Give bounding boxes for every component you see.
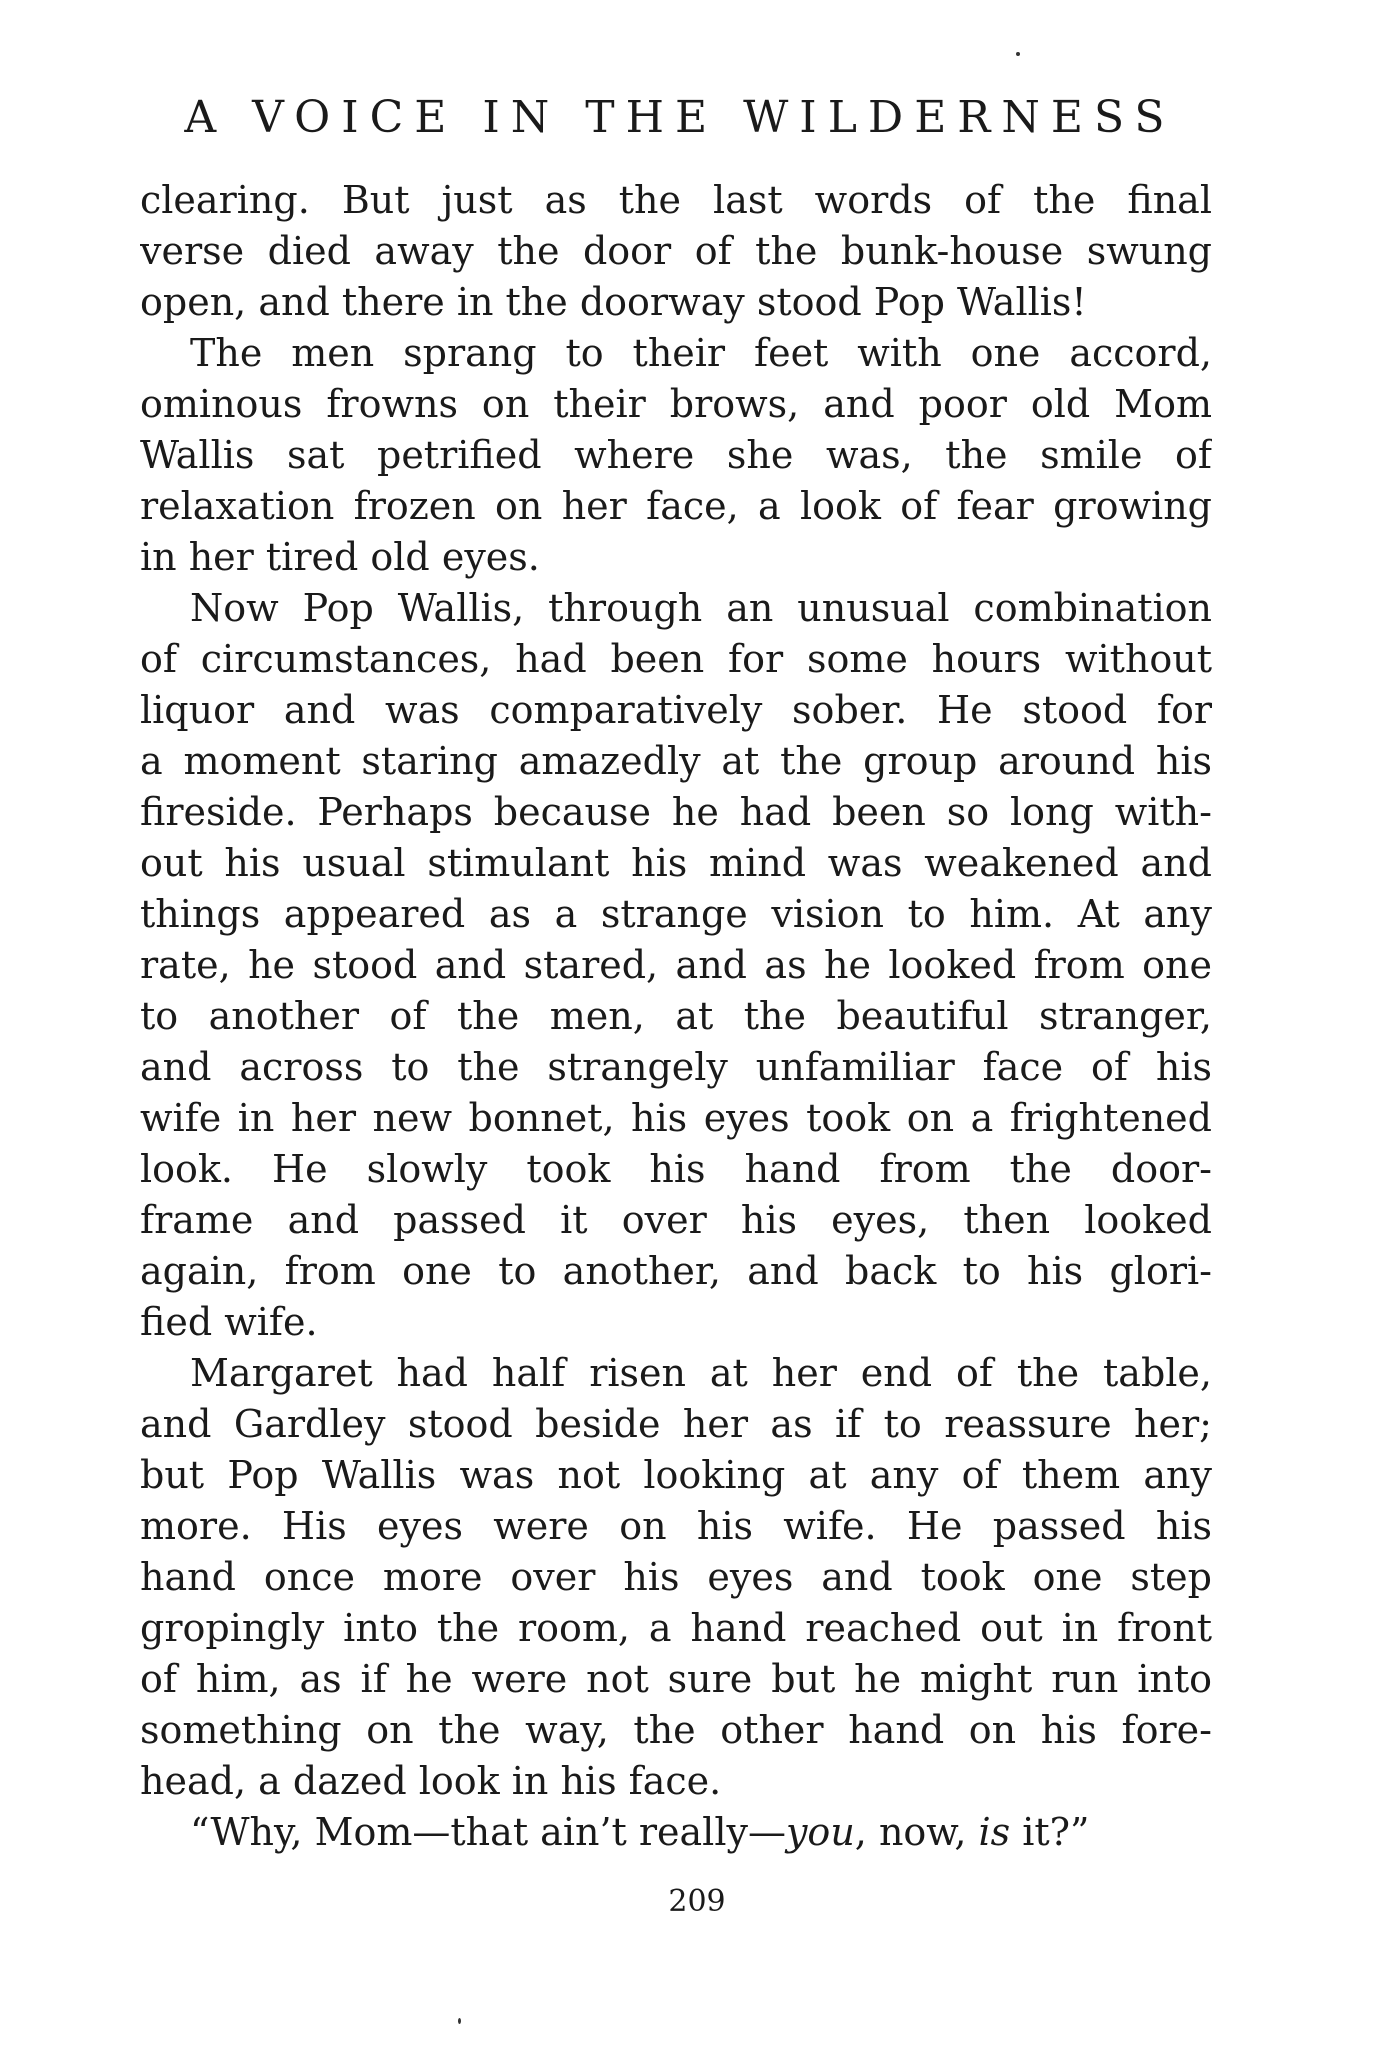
text-line: fireside. Perhaps because he had been so long with- xyxy=(140,790,1212,834)
text-line: in her tired old eyes. xyxy=(140,535,540,579)
paragraph xyxy=(140,1348,1212,1807)
text-line: something on the way, the other hand on his fore- xyxy=(140,1708,1212,1752)
text-line: of him, as if he were not sure but he might run into xyxy=(140,1657,1212,1701)
text-line: open, and there in the doorway stood Pop Wallis! xyxy=(140,280,1087,324)
body-text xyxy=(140,175,1212,1858)
dialogue-line xyxy=(140,1807,1212,1858)
text-line: and Gardley stood beside her as if to reassure her; xyxy=(140,1402,1212,1446)
text-line: Wallis sat petrified where she was, the smile of xyxy=(140,433,1212,477)
text-line: to another of the men, at the beautiful stranger, xyxy=(140,994,1212,1038)
text-line: but Pop Wallis was not looking at any of them any xyxy=(140,1453,1212,1497)
text-line: again, from one to another, and back to his glori- xyxy=(140,1249,1212,1293)
text-line: clearing. But just as the last words of the final xyxy=(140,178,1212,222)
text-line: and across to the strangely unfamiliar face of his xyxy=(140,1045,1212,1089)
dialogue-text: , now, xyxy=(854,1810,979,1854)
paragraph xyxy=(140,328,1212,583)
text-line: verse died away the door of the bunk-house swung xyxy=(140,229,1212,273)
text-line: fied wife. xyxy=(140,1300,318,1344)
text-line: The men sprang to their feet with one accord, xyxy=(190,331,1212,375)
text-line: head, a dazed look in his face. xyxy=(140,1759,722,1803)
text-line: liquor and was comparatively sober. He stood for xyxy=(140,688,1212,732)
text-line: out his usual stimulant his mind was weakened and xyxy=(140,841,1212,885)
text-line: Margaret had half risen at her end of the table, xyxy=(190,1351,1212,1395)
dialogue-text: “Why, Mom—that ain’t really— xyxy=(190,1810,786,1854)
text-line: ominous frowns on their brows, and poor old Mom xyxy=(140,382,1212,426)
paragraph xyxy=(140,175,1212,328)
text-line: gropingly into the room, a hand reached out in front xyxy=(140,1606,1212,1650)
text-line: hand once more over his eyes and took one step xyxy=(140,1555,1212,1599)
text-line: more. His eyes were on his wife. He passed his xyxy=(140,1504,1212,1548)
text-line: things appeared as a strange vision to him. At any xyxy=(140,892,1212,936)
dialogue-emphasis: is xyxy=(978,1810,1011,1854)
text-line: relaxation frozen on her face, a look of fear growing xyxy=(140,484,1212,528)
dialogue-emphasis: you xyxy=(785,1810,855,1854)
text-line: Now Pop Wallis, through an unusual combination xyxy=(190,586,1212,630)
paragraph xyxy=(140,583,1212,1348)
dialogue-text: it?” xyxy=(1010,1810,1090,1854)
text-line: frame and passed it over his eyes, then looked xyxy=(140,1198,1212,1242)
text-line: rate, he stood and stared, and as he looked from one xyxy=(140,943,1212,987)
text-line: wife in her new bonnet, his eyes took on a frightened xyxy=(140,1096,1212,1140)
text-line: a moment staring amazedly at the group around his xyxy=(140,739,1212,783)
running-head: A VOICE IN THE WILDERNESS xyxy=(184,92,1176,143)
text-line: look. He slowly took his hand from the door- xyxy=(140,1147,1212,1191)
text-line: of circumstances, had been for some hours without xyxy=(140,637,1212,681)
page-number: 209 xyxy=(668,1884,726,1919)
print-speck xyxy=(458,2018,461,2024)
print-speck xyxy=(1016,52,1020,56)
